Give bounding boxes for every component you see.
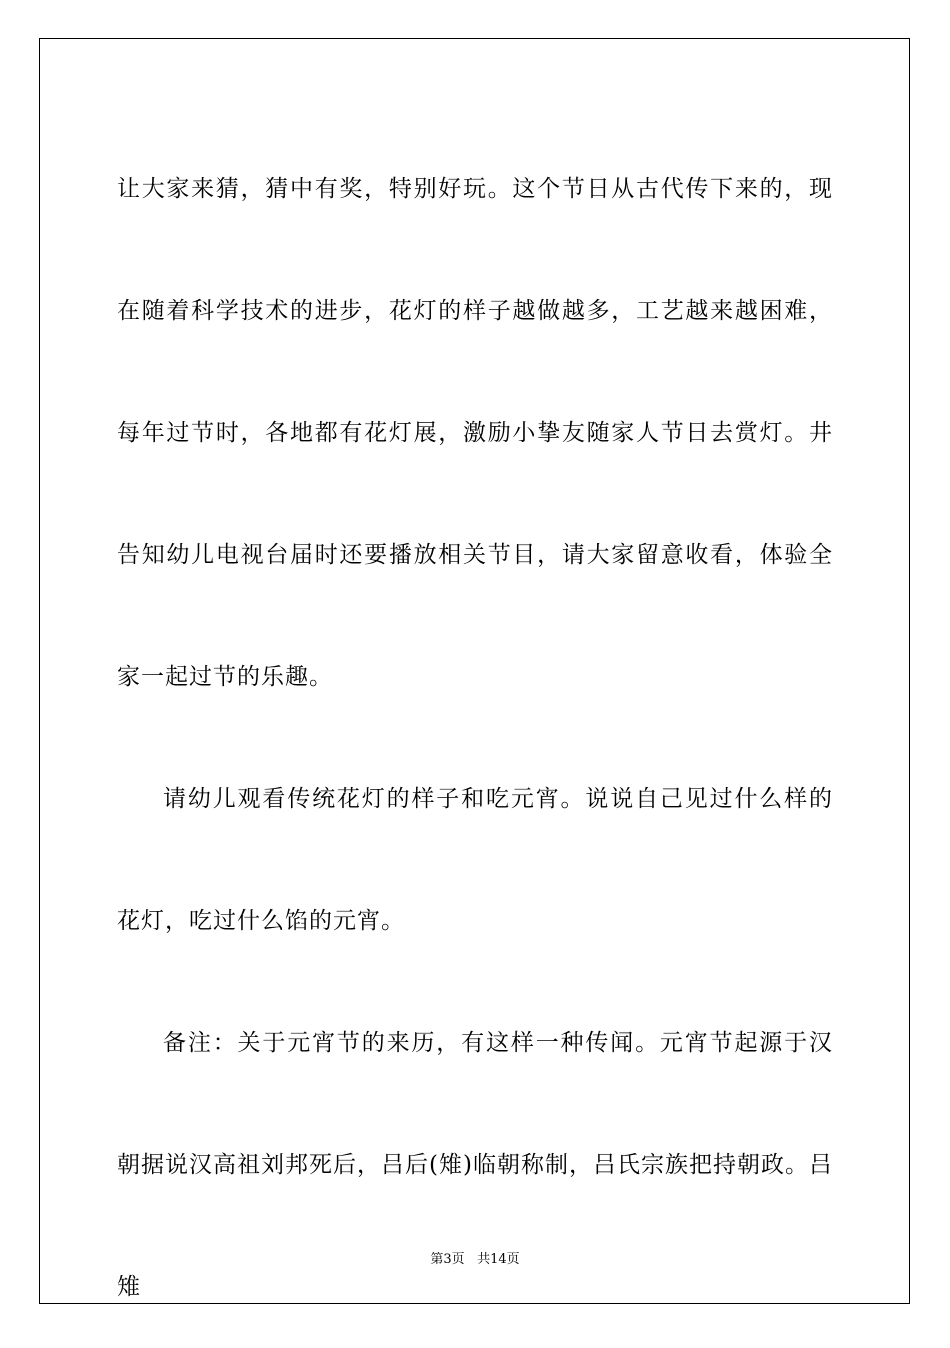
page-footer bbox=[0, 1248, 950, 1267]
paragraph-2: 请幼儿观看传统花灯的样子和吃元宵。说说自己见过什么样的花灯，吃过什么馅的元宵。 bbox=[117, 786, 833, 934]
paragraph-1: 让大家来猜，猜中有奖，特别好玩。这个节日从古代传下来的，现在随着科学技术的进步，花灯的样子越做越多，工艺越来越困难，每年过节时，各地都有花灯展，激励小挚友随家人节日去赏灯。井告知幼儿电视台届时还要播放相关节目，请大家留意收看，体验全家一起过节的乐趣。 bbox=[117, 176, 833, 690]
page-total: 共14页 bbox=[477, 1252, 520, 1267]
page-number: 第3页 bbox=[430, 1252, 465, 1267]
paragraph-3: 备注：关于元宵节的来历，有这样一种传闻。元宵节起源于汉朝据说汉高祖刘邦死后，吕后(雉)临朝称制，吕氏宗族把持朝政。吕雉 bbox=[117, 1030, 833, 1300]
document-body bbox=[117, 128, 833, 1348]
